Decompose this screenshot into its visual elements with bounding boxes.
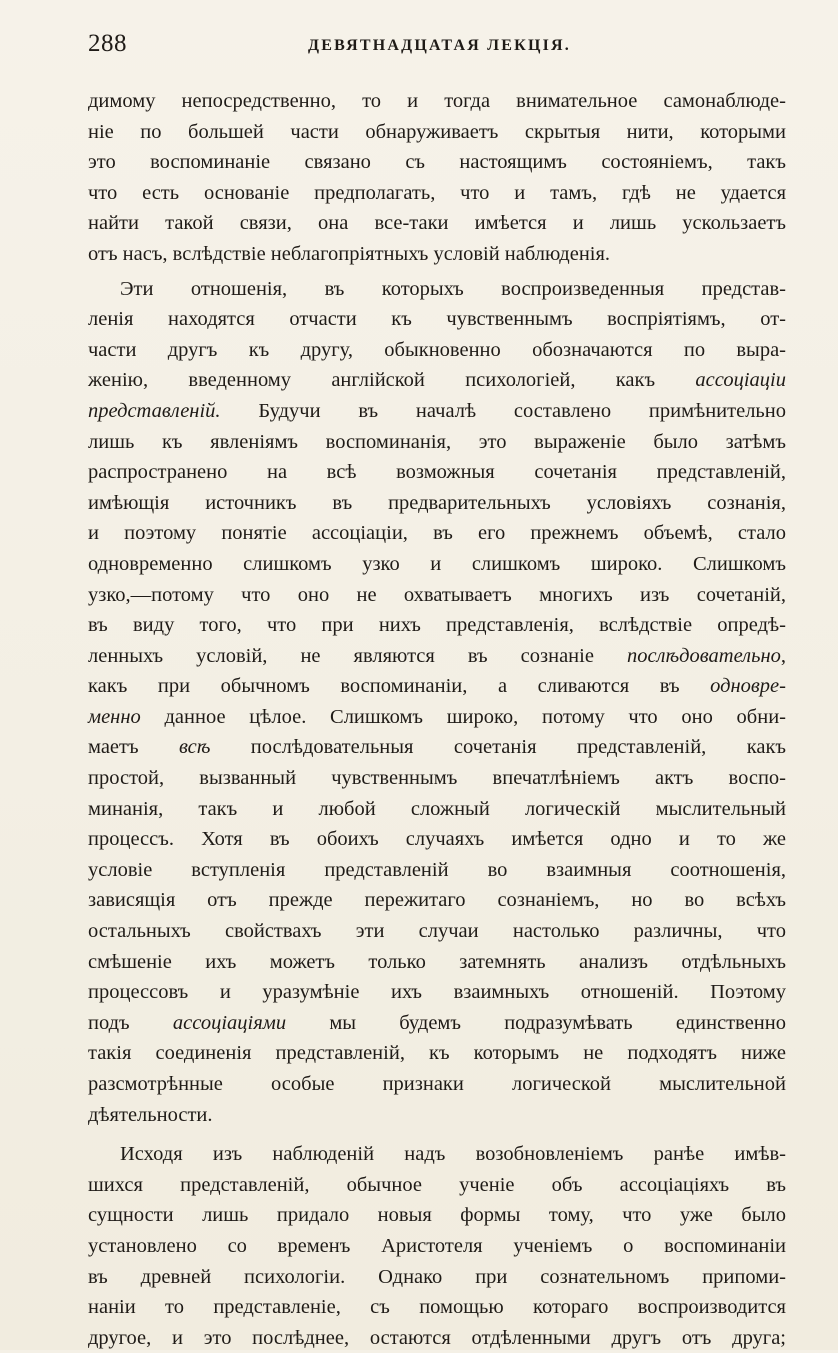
text-line: Эти отношенія, въ которыхъ воспроизведенныя представ- [120, 277, 786, 300]
text-line: смѣшеніе ихъ можетъ только затемнять анализъ отдѣльныхъ [88, 950, 786, 973]
text-line: остальныхъ свойствахъ эти случаи настолько различны, что [88, 920, 786, 943]
text-line: наніи то представленіе, съ помощью котораго воспроизводится [88, 1296, 786, 1319]
text-line: дѣятельности. [88, 1103, 213, 1126]
page-number: 288 [88, 30, 127, 57]
text-line: минанія, такъ и любой сложный логическій мыслительный [88, 797, 786, 820]
text-line: процессовъ и уразумѣніе ихъ взаимныхъ отношеній. Поэтому [88, 981, 786, 1004]
text-run: какъ при обычномъ воспоминаніи, а сливаются въ [88, 675, 711, 698]
text-line: въ древней психологіи. Однако при сознательномъ припоми- [88, 1265, 786, 1288]
text-line [88, 641, 786, 672]
text-run: женію, введенному англійской психологіей, какъ [88, 369, 696, 392]
italic-term: всѣ [179, 736, 211, 759]
text-line: это воспоминаніе связано съ настоящимъ состояніемъ, такъ [88, 151, 786, 174]
text-line: зависящія отъ прежде пережитаго сознаніемъ, но во всѣхъ [88, 889, 786, 912]
italic-term: одновре- [710, 675, 786, 698]
italic-term: менно [88, 705, 141, 728]
text-line: процессъ. Хотя въ обоихъ случаяхъ имѣется одно и то же [88, 828, 786, 851]
text-line: и поэтому понятіе ассоціаціи, въ его прежнемъ объемѣ, стало [88, 522, 786, 545]
text-run: , [780, 644, 786, 667]
text-line: такія соединенія представленій, къ которымъ не подходятъ ниже [88, 1042, 786, 1065]
text-run: послѣдовательныя сочетанія представленій, какъ [210, 736, 787, 759]
text-line: имѣющія источникъ въ предварительныхъ условіяхъ сознанія, [88, 491, 786, 514]
text-line [88, 671, 786, 702]
paragraph [88, 274, 786, 1131]
text-run: подъ [88, 1011, 173, 1034]
paragraph [88, 1139, 786, 1353]
text-run: данное цѣлое. Слишкомъ широко, потому что оно обни- [140, 705, 786, 728]
text-line: найти такой связи, она все-таки имѣется и лишь ускользаетъ [88, 212, 786, 235]
italic-term: ассоціаціями [172, 1011, 287, 1034]
running-title: ДЕВЯТНАДЦАТАЯ ЛЕКЦІЯ. [308, 37, 571, 54]
text-line: простой, вызванный чувственнымъ впечатлѣніемъ актъ воспо- [88, 767, 786, 790]
text-line: другое, и это послѣднее, остаются отдѣленными другъ отъ друга; [88, 1326, 786, 1349]
running-head [88, 30, 786, 66]
text-line [88, 396, 786, 427]
italic-term: ассоціаціи [695, 369, 786, 392]
text-line: сущности лишь придало новыя формы тому, что уже было [88, 1204, 786, 1227]
text-line [88, 365, 786, 396]
text-line: распространено на всѣ возможныя сочетанія представленій, [88, 461, 786, 484]
text-line: въ виду того, что при нихъ представленія, вслѣдствіе опредѣ- [88, 614, 786, 637]
text-line: лишь къ явленіямъ воспоминанія, это выраженіе было затѣмъ [88, 430, 786, 453]
text-line: ленія находятся отчасти къ чувственнымъ воспріятіямъ, от- [88, 308, 786, 331]
text-line [88, 702, 786, 733]
text-line: отъ насъ, вслѣдствіе неблагопріятныхъ условій наблюденія. [88, 242, 611, 265]
text-run: Будучи въ началѣ составлено примѣнительно [220, 399, 786, 422]
text-line: установлено со временъ Аристотеля ученіемъ о воспоминаніи [88, 1234, 786, 1257]
text-run: маетъ [88, 736, 179, 759]
body-text [88, 86, 786, 1353]
paragraph [88, 86, 786, 270]
text-line [88, 732, 786, 763]
text-line: шихся представленій, обычное ученіе объ ассоціаціяхъ въ [88, 1173, 786, 1196]
text-line: узко,—потому что оно не охватываетъ многихъ изъ сочетаній, [88, 583, 786, 606]
text-line: условіе вступленія представленій во взаимныя соотношенія, [88, 858, 786, 881]
text-line: Исходя изъ наблюденій надъ возобновленіемъ ранѣе имѣв- [120, 1143, 786, 1166]
italic-term: представленій. [88, 399, 221, 422]
text-line [88, 1008, 786, 1039]
text-line: одновременно слишкомъ узко и слишкомъ широко. Слишкомъ [88, 552, 786, 575]
italic-term: послѣдовательно [626, 644, 781, 667]
text-line: димому непосредственно, то и тогда внимательное самонаблюде- [88, 90, 786, 112]
text-line: ніе по большей части обнаруживаетъ скрытыя нити, которыми [88, 120, 786, 143]
text-run: мы будемъ подразумѣвать единственно [286, 1011, 786, 1034]
text-line: разсмотрѣнные особые признаки логической мыслительной [88, 1073, 786, 1095]
text-line: что есть основаніе предполагать, что и тамъ, гдѣ не удается [88, 181, 786, 204]
text-line: части другъ къ другу, обыкновенно обозначаются по выра- [88, 338, 786, 361]
text-run: ленныхъ условій, не являются въ сознаніе [88, 644, 627, 667]
